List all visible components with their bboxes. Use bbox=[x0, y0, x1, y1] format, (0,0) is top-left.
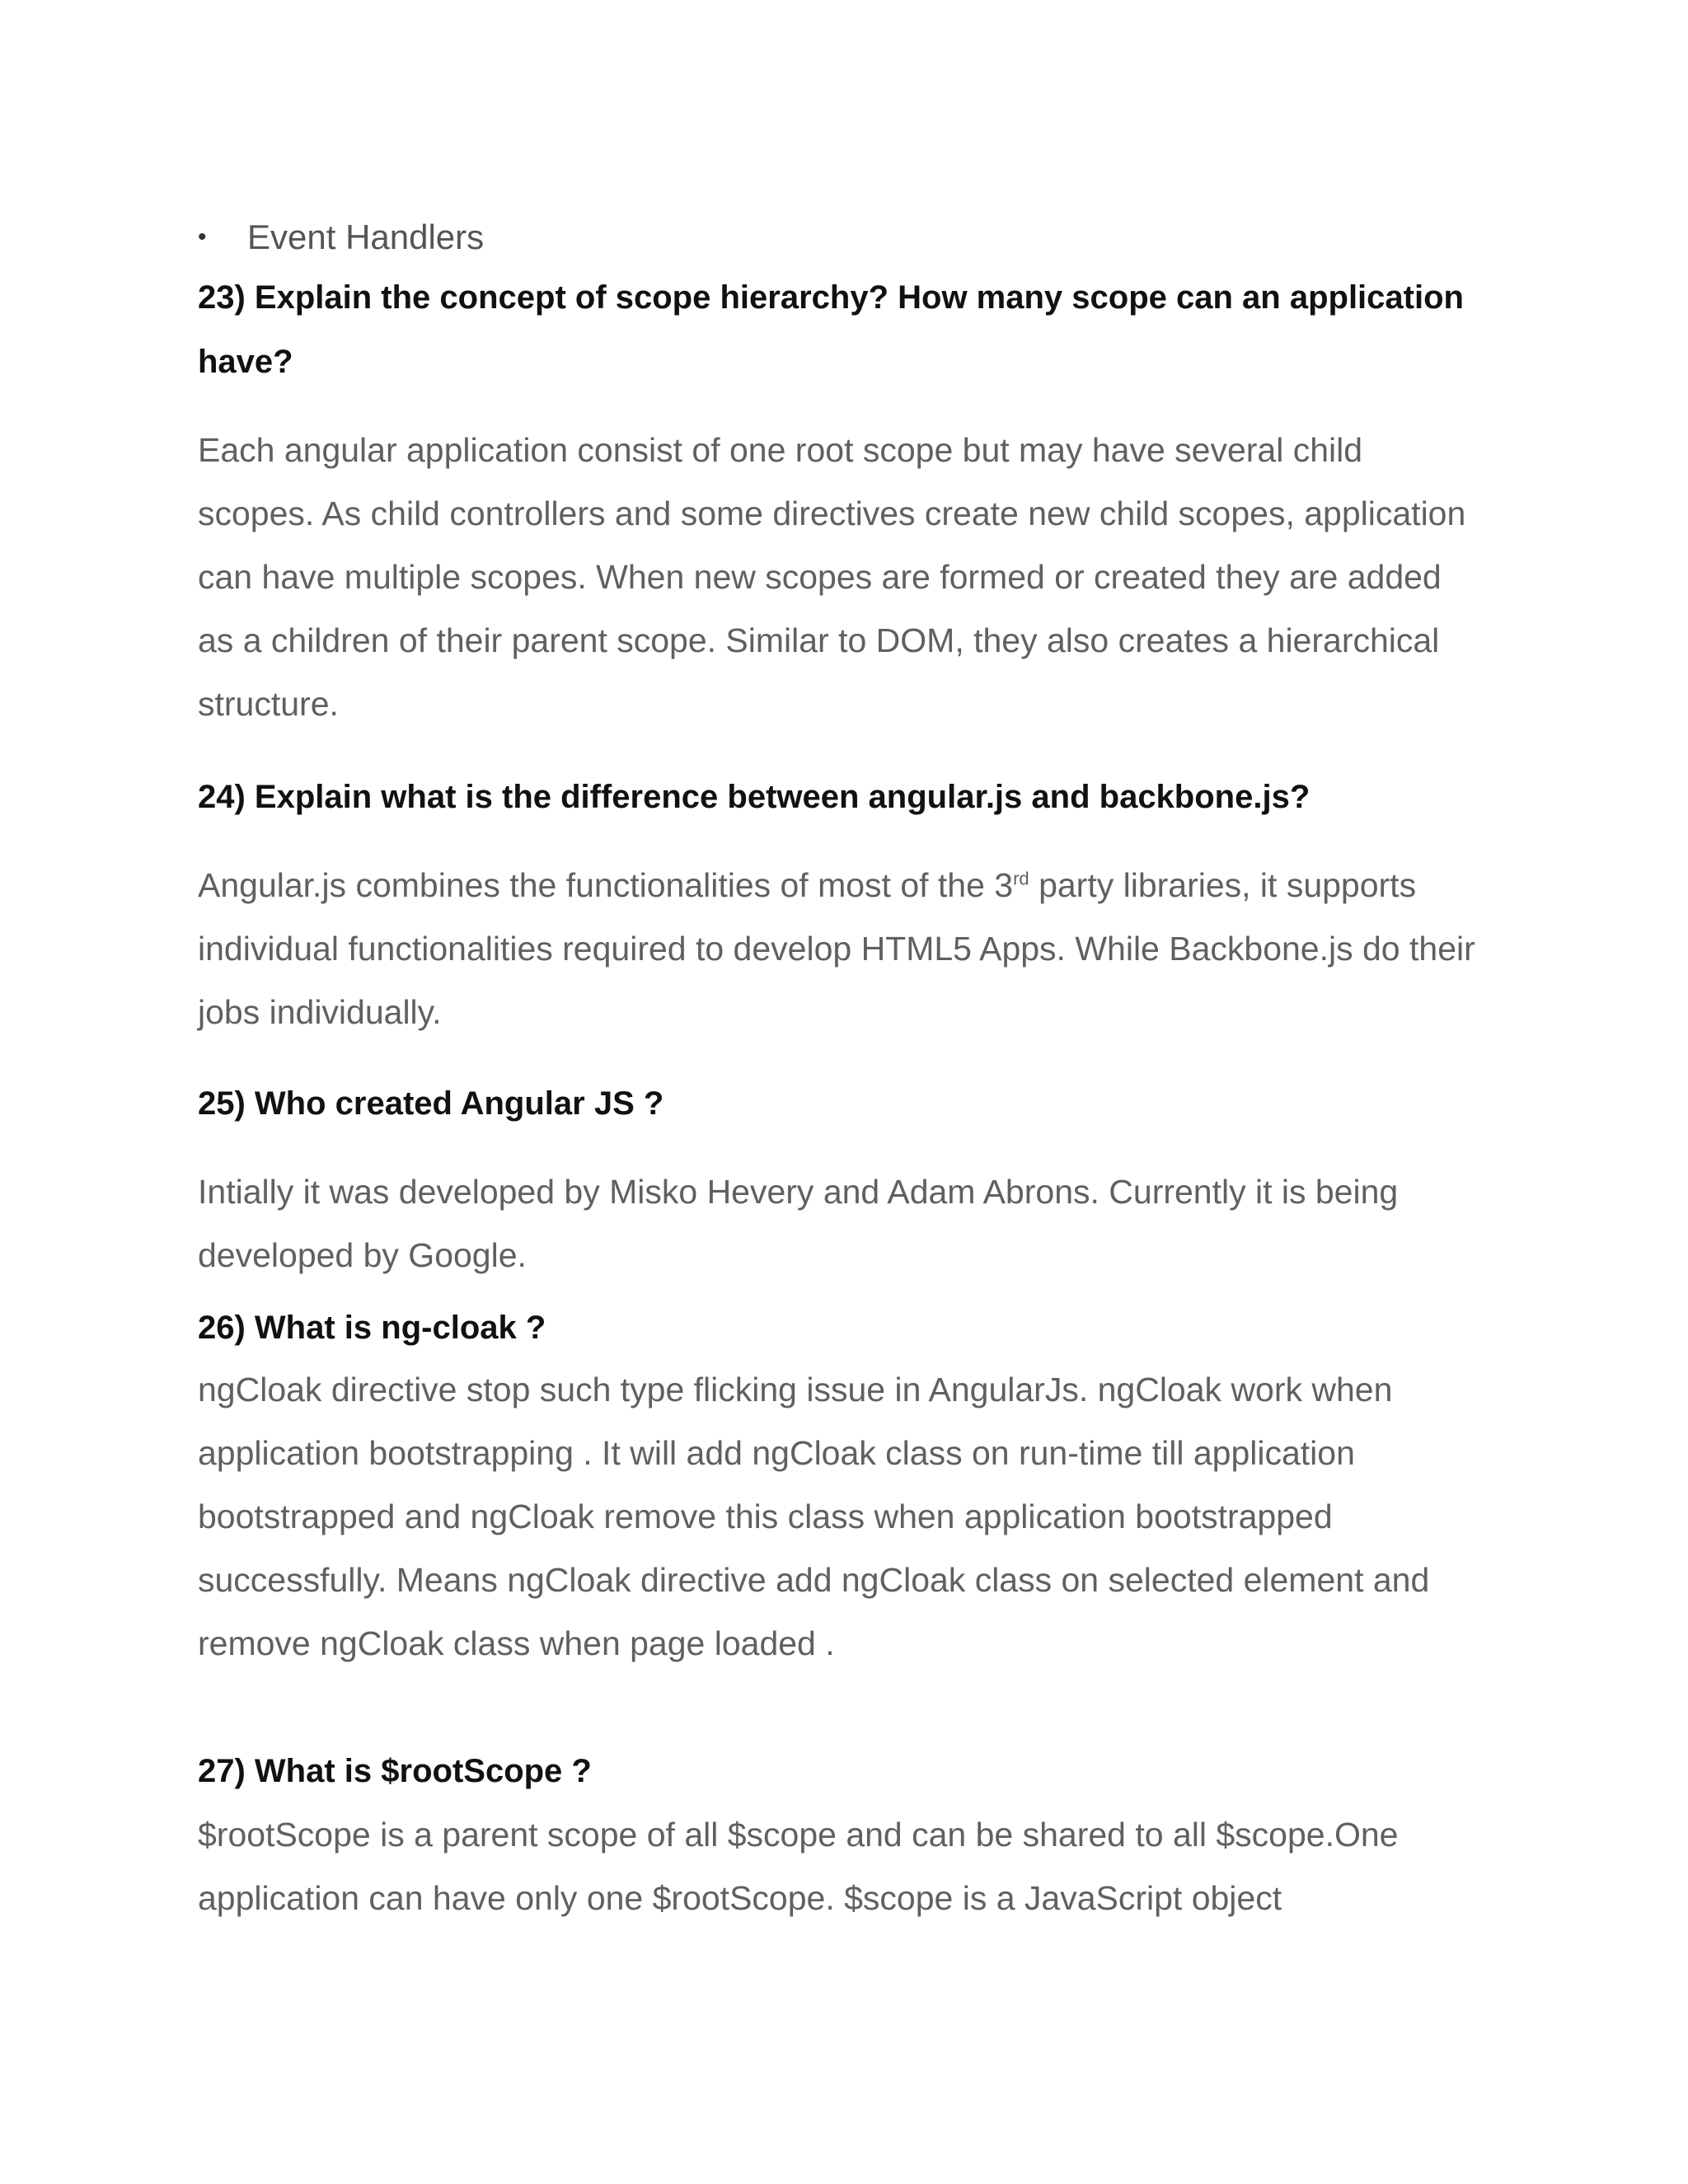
question-23-section bbox=[198, 265, 1484, 394]
answer-27-text: $rootScope is a parent scope of all $scope and can be shared to all $scope.One application can have only one $rootScope. $scope is a JavaScript object bbox=[198, 1816, 1399, 1917]
answer-26-section bbox=[198, 1358, 1484, 1675]
question-27-heading: 27) What is $rootScope ? bbox=[198, 1753, 592, 1789]
answer-26-text: ngCloak directive stop such type flicking issue in AngularJs. ngCloak work when application bootstrapping . It will add ngCloak class on run-time till application bootstrapped and ngCloak remove this class when application bootstrapped successfully. Means ngCloak directive add ngCloak class on selected element and remove ngCloak class when page loaded . bbox=[198, 1371, 1430, 1662]
answer-24-section bbox=[198, 854, 1484, 1044]
answer-25-section bbox=[198, 1160, 1484, 1287]
answer-24-part2: party libraries, it supports individual functionalities required to develop HTML5 Apps. While Backbone.js do their jobs individually. bbox=[198, 866, 1475, 1031]
bullet-item bbox=[198, 213, 484, 262]
question-24-heading: 24) Explain what is the difference between angular.js and backbone.js? bbox=[198, 779, 1311, 815]
question-24-section bbox=[198, 765, 1484, 829]
answer-24-text bbox=[198, 854, 1484, 1044]
answer-24-superscript: rd bbox=[1013, 868, 1029, 889]
answer-24-part1: Angular.js combines the functionalities of most of the 3 bbox=[198, 866, 1014, 904]
bullet-symbol: • bbox=[198, 223, 207, 251]
answer-25-text: Intially it was developed by Misko Hevery and Adam Abrons. Currently it is being developed by Google. bbox=[198, 1173, 1399, 1274]
question-25-heading: 25) Who created Angular JS ? bbox=[198, 1085, 664, 1122]
answer-23-section bbox=[198, 419, 1484, 736]
bullet-text: Event Handlers bbox=[247, 218, 485, 256]
answer-27-section bbox=[198, 1803, 1484, 1930]
question-27-section bbox=[198, 1739, 1484, 1803]
answer-23-text: Each angular application consist of one root scope but may have several child scopes. As child controllers and some directives create new child scopes, application can have multiple scopes. When new scopes are formed or created they are added as a children of their parent scope. Similar to DOM, they also creates a hierarchical structure. bbox=[198, 431, 1466, 723]
question-25-section bbox=[198, 1071, 1484, 1136]
question-26-section bbox=[198, 1296, 1484, 1360]
question-26-heading: 26) What is ng-cloak ? bbox=[198, 1310, 546, 1346]
question-23-heading: 23) Explain the concept of scope hierarchy? How many scope can an application have? bbox=[198, 279, 1464, 380]
